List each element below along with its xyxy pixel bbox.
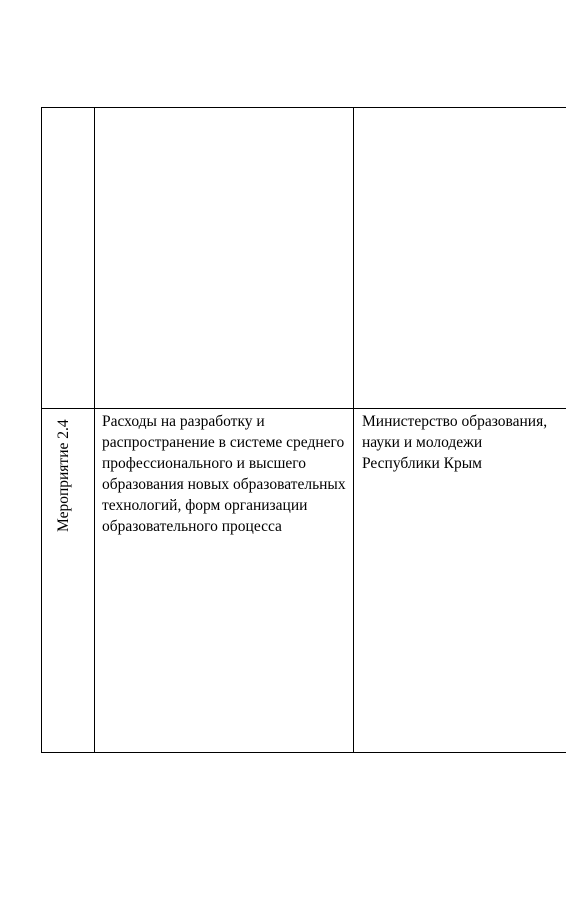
table-row: [42, 108, 566, 409]
table-cell-responsible: [354, 108, 566, 408]
table-cell-description: [95, 108, 354, 408]
table-cell-label: [42, 108, 95, 408]
document-table: [41, 107, 566, 753]
table-row: [42, 409, 566, 753]
table-cell-label: [42, 409, 95, 753]
table-cell-description: [95, 409, 354, 753]
rotated-label-container: [42, 409, 95, 753]
row-responsible-text: Министерство образования, науки и молодежи Республики Крым: [362, 413, 548, 472]
row-label-text: Мероприятие 2.4: [55, 419, 72, 532]
table-cell-responsible: [354, 409, 566, 753]
row-description-text: Расходы на разработку и распространение в системе среднего профессионального и высшего образования новых образовательных технологий, форм организации образовательного процесса: [102, 413, 346, 535]
